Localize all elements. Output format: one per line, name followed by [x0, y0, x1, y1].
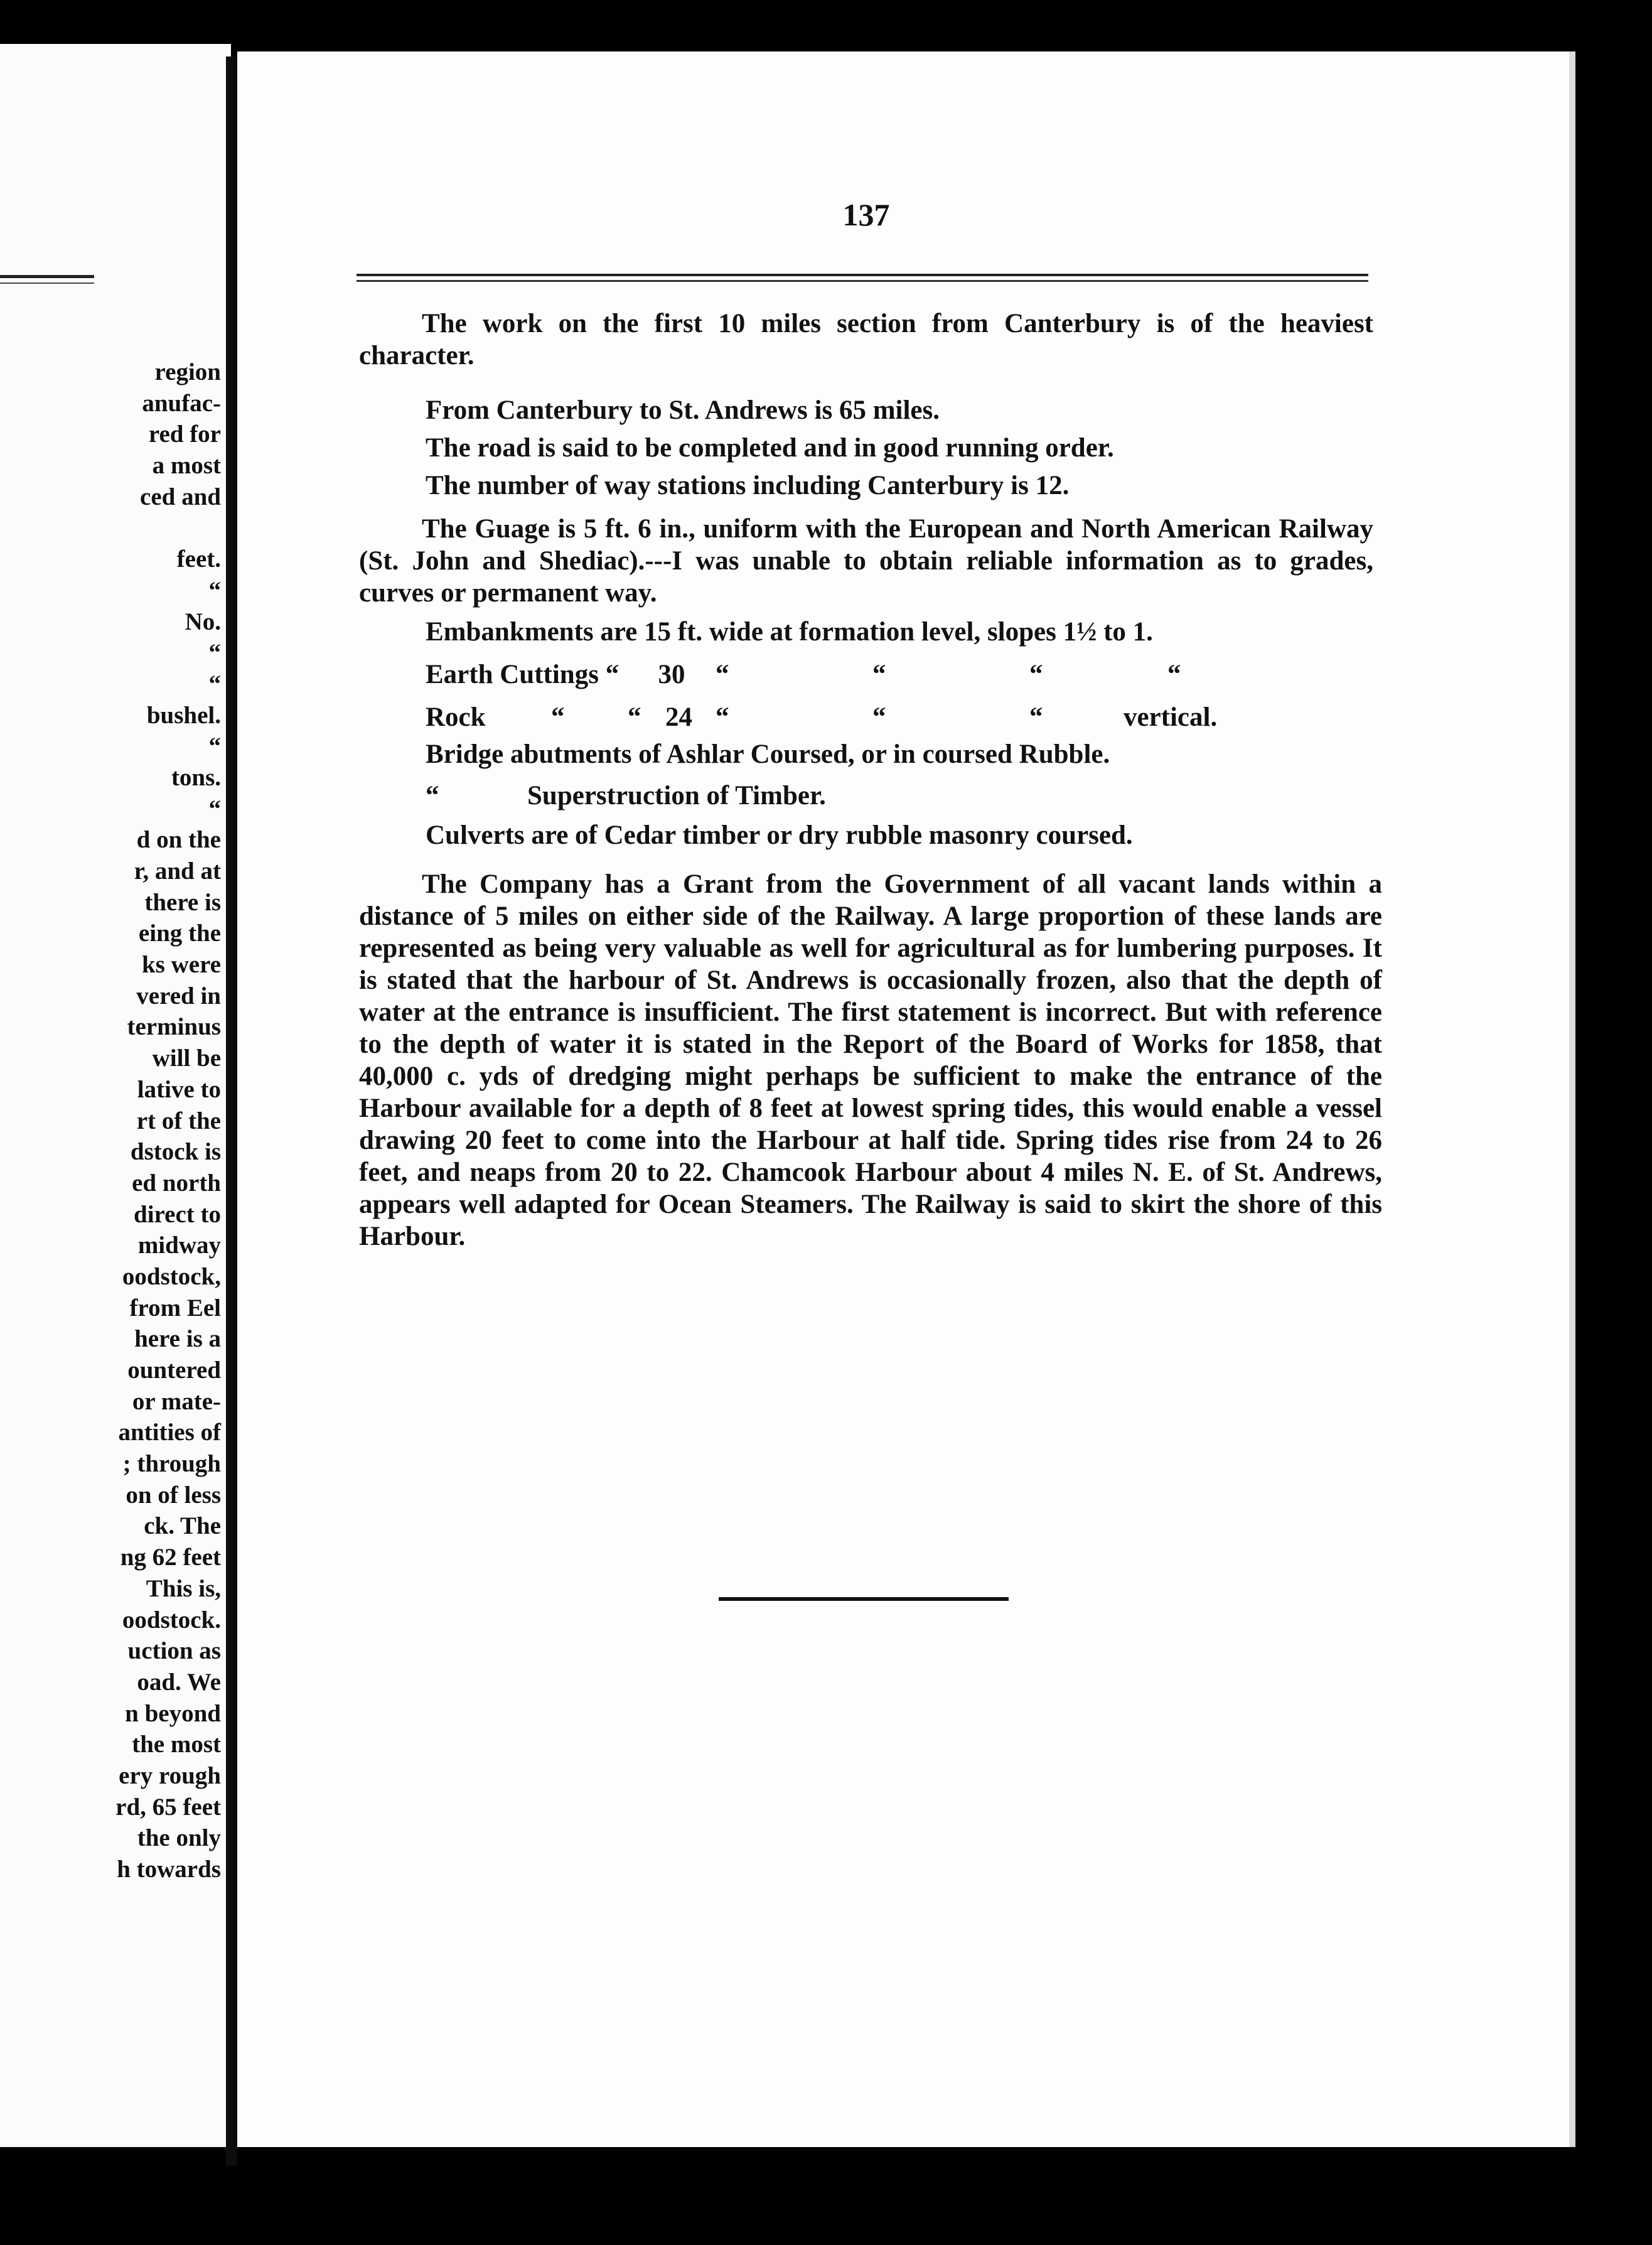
- rock-ditto-3: “: [1029, 703, 1043, 732]
- left-page-line: ck. The: [144, 1512, 221, 1540]
- rock-ditto-2: “: [872, 703, 886, 732]
- line-bridge-abutments: Bridge abutments of Ashlar Coursed, or in coursed Rubble.: [426, 740, 1110, 769]
- left-page-line: oodstock,: [122, 1262, 221, 1290]
- line-superstruction: [426, 780, 826, 812]
- left-header-rule: [0, 275, 94, 278]
- left-page-line: ed north: [132, 1169, 221, 1197]
- page-number: 137: [842, 197, 890, 232]
- superstruction-ditto: “: [426, 781, 439, 810]
- left-page-line: red for: [148, 421, 221, 448]
- left-page-line: midway: [137, 1232, 221, 1259]
- rock-label: Rock: [426, 703, 486, 732]
- header-rule-thin: [357, 280, 1368, 282]
- rock-width: 24: [665, 703, 692, 732]
- left-page-line: [115, 512, 221, 544]
- line-road-condition: The road is said to be completed and in good running order.: [426, 433, 1114, 463]
- left-page-line: vered in: [136, 982, 221, 1009]
- left-page-line: antities of: [118, 1419, 221, 1446]
- line-culverts: Culverts are of Cedar timber or dry rubble masonry coursed.: [426, 821, 1133, 850]
- left-page-line: there is: [144, 888, 221, 916]
- left-page-line: “: [208, 639, 221, 667]
- left-page-line: “: [208, 670, 221, 697]
- left-page-line: bushel.: [146, 701, 221, 729]
- left-page-line: on of less: [126, 1481, 221, 1509]
- line-embankments: Embankments are 15 ft. wide at formation level, slopes 1½ to 1.: [426, 617, 1153, 647]
- left-page-line: r, and at: [134, 858, 221, 885]
- left-page-line: ng 62 feet: [120, 1544, 221, 1571]
- earth-ditto-1: “: [716, 660, 729, 689]
- earth-ditto-4: “: [1167, 660, 1181, 689]
- end-rule: [719, 1597, 1009, 1601]
- left-page-line: the only: [137, 1824, 221, 1852]
- rock-ditto-b: “: [628, 703, 641, 732]
- paragraph-company-grant-text: The Company has a Grant from the Government of all vacant lands within a distance of 5 miles on either side of the Railway. A large proportion of these lands are represented as being very valuable as well for agricultural as for lumbering purposes. It is stated that the harbour of St. Andrews is occasionally frozen, also that the depth of water at the entrance is insufficient. The first statement is incorrect. But with reference to the depth of water it is stated in the Report of the Board of Works for 1858, that 40,000 c. yds of dredging might perhaps be sufficient to make the entrance of the Harbour available for a depth of 8 feet at lowest spring tides, this would enable a vessel drawing 20 feet to come into the Harbour at half tide. Spring tides rise from 24 to 26 feet, and neaps from 20 to 22. Chamcook Harbour about 4 miles N. E. of St. Andrews, appears well adapted for Ocean Steamers. The Railway is said to skirt the shore of this Harbour.: [359, 869, 1382, 1251]
- left-page-line: ountered: [127, 1357, 221, 1384]
- earth-cuttings-width: 30: [658, 660, 685, 689]
- left-page-line: ery rough: [119, 1762, 221, 1789]
- left-page-line: tons.: [171, 763, 221, 791]
- earth-ditto-3: “: [1029, 660, 1043, 689]
- left-page-text-lines: [115, 357, 221, 1885]
- left-page-line: ks were: [141, 951, 221, 979]
- book-gutter: [226, 57, 237, 2166]
- left-page-line: a most: [152, 452, 221, 480]
- left-page-line: eing the: [138, 920, 221, 947]
- left-page-line: anufac-: [142, 389, 221, 417]
- left-page-fragment: [0, 44, 231, 2147]
- line-distance: From Canterbury to St. Andrews is 65 miles.: [426, 396, 940, 425]
- left-page-line: dstock is: [130, 1138, 221, 1166]
- paragraph-guage-text: The Guage is 5 ft. 6 in., uniform with the European and North American Railway (St. John and Shediac).---I was unable to obtain reliable information as to grades, curves or permanent way.: [359, 514, 1373, 608]
- left-header-rule-thin: [0, 283, 94, 284]
- paragraph-first-section-text: The work on the first 10 miles section from Canterbury is of the heaviest character.: [359, 309, 1373, 370]
- row-earth-cuttings: [426, 659, 1181, 691]
- superstruction-text: Superstruction of Timber.: [527, 781, 826, 810]
- rock-slope: vertical.: [1124, 703, 1218, 732]
- paragraph-first-section: [359, 308, 1373, 372]
- left-page-line: uction as: [127, 1637, 221, 1665]
- left-page-line: “: [208, 795, 221, 822]
- left-page-line: feet.: [176, 546, 221, 573]
- left-page-line: here is a: [134, 1325, 221, 1353]
- earth-ditto-2: “: [872, 660, 886, 689]
- paragraph-company-grant: [359, 868, 1382, 1252]
- left-page-line: “: [208, 733, 221, 760]
- left-page-line: lative to: [137, 1075, 221, 1103]
- left-page-line: from Eel: [129, 1294, 221, 1322]
- left-page-line: terminus: [127, 1013, 221, 1041]
- left-page-line: rt of the: [136, 1107, 221, 1134]
- paragraph-guage: [359, 513, 1373, 609]
- left-page-line: This is,: [146, 1575, 221, 1602]
- left-page-line: oad. We: [137, 1668, 221, 1696]
- left-page-line: ; through: [122, 1450, 221, 1478]
- rock-ditto-1: “: [716, 703, 729, 732]
- left-page-line: rd, 65 feet: [115, 1793, 221, 1821]
- left-page-line: or mate-: [132, 1387, 221, 1415]
- left-page-line: oodstock.: [122, 1606, 221, 1634]
- rock-ditto-a: “: [551, 703, 565, 732]
- left-page-line: direct to: [134, 1200, 221, 1228]
- left-page-line: n beyond: [125, 1699, 221, 1727]
- page-edge-shadow: [1569, 51, 1575, 2147]
- row-rock: [426, 701, 1217, 733]
- earth-cuttings-label: Earth Cuttings “: [426, 660, 620, 689]
- left-page-line: ced and: [140, 483, 221, 510]
- line-way-stations: The number of way stations including Canterbury is 12.: [426, 471, 1070, 500]
- left-page-line: h towards: [117, 1856, 221, 1883]
- left-page-line: d on the: [136, 826, 221, 854]
- left-page-line: “: [208, 576, 221, 604]
- left-page-line: will be: [152, 1045, 221, 1072]
- left-page-line: No.: [185, 608, 221, 635]
- left-page-line: region: [154, 358, 221, 385]
- left-page-line: the most: [132, 1731, 221, 1758]
- header-rule: [357, 274, 1368, 276]
